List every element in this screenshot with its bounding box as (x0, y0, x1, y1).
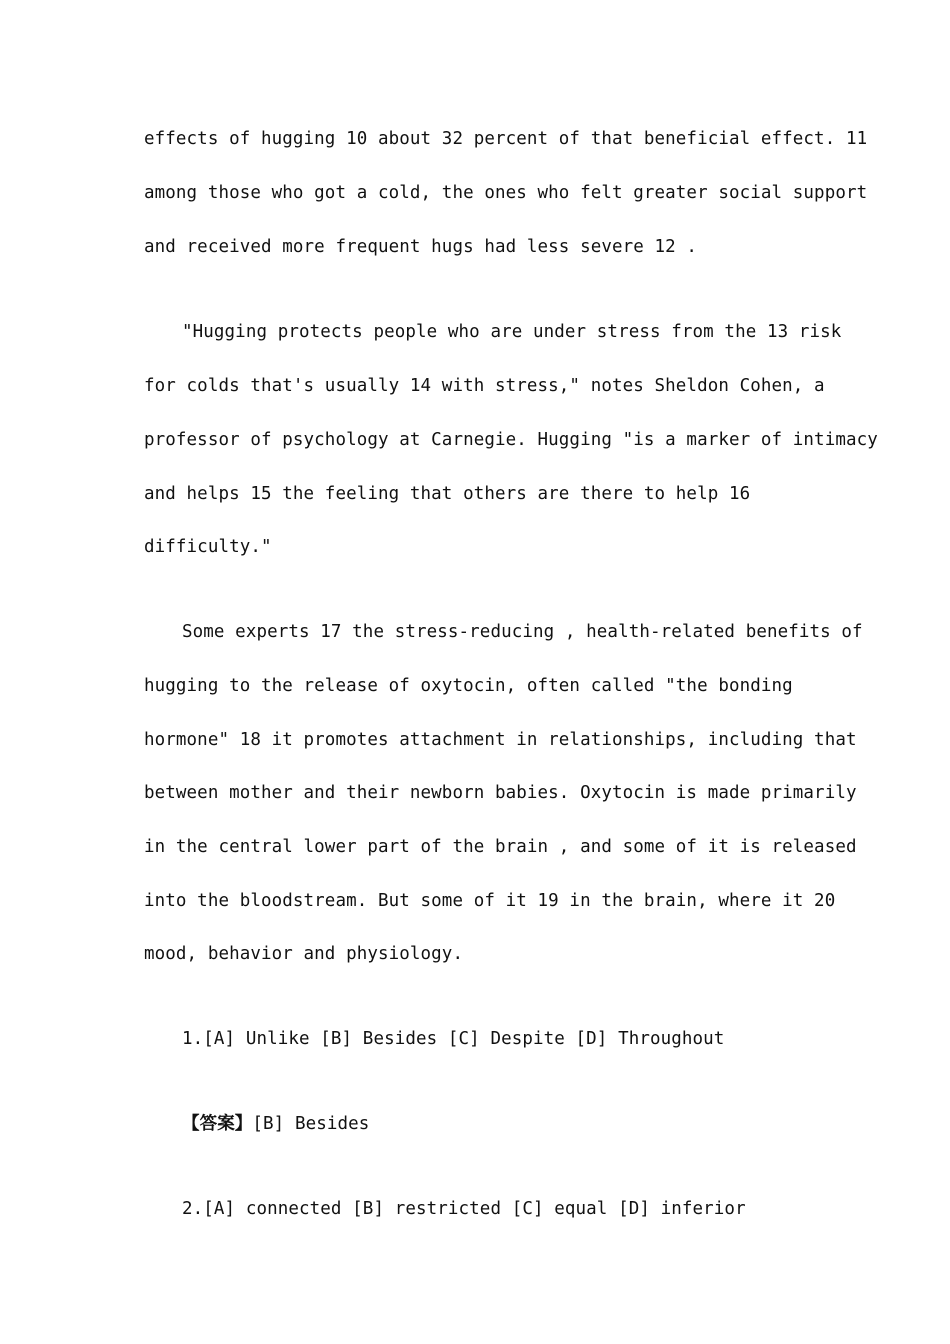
paragraph-line: into the bloodstream. But some of it 19 in the brain, where it 20 (144, 891, 836, 911)
paragraph-line: Some experts 17 the stress-reducing , health-related benefits of (182, 622, 863, 642)
answer-label: 【答案】 (182, 1114, 253, 1134)
paragraph-line: and received more frequent hugs had less severe 12 . (144, 237, 698, 257)
paragraph-line: professor of psychology at Carnegie. Hugging "is a marker of intimacy (144, 430, 878, 450)
paragraph-line: difficulty." (144, 537, 272, 557)
paragraph-line: hormone" 18 it promotes attachment in relationships, including that (144, 730, 857, 750)
question-1-options: 1.[A] Unlike [B] Besides [C] Despite [D] Throughout (182, 1029, 725, 1049)
paragraph-line: hugging to the release of oxytocin, often called "the bonding (144, 676, 793, 696)
paragraph-line: "Hugging protects people who are under stress from the 13 risk (182, 322, 842, 342)
paragraph-line: and helps 15 the feeling that others are there to help 16 (144, 484, 751, 504)
paragraph-line: among those who got a cold, the ones who felt greater social support (144, 183, 868, 203)
paragraph-line: between mother and their newborn babies. Oxytocin is made primarily (144, 783, 857, 803)
paragraph-line: for colds that's usually 14 with stress," notes Sheldon Cohen, a (144, 376, 825, 396)
paragraph-line: in the central lower part of the brain , and some of it is released (144, 837, 857, 857)
paragraph-line: mood, behavior and physiology. (144, 944, 464, 964)
answer-value: [B] Besides (252, 1114, 370, 1134)
paragraph-line: effects of hugging 10 about 32 percent of that beneficial effect. 11 (144, 129, 868, 149)
question-2-options: 2.[A] connected [B] restricted [C] equal [D] inferior (182, 1199, 746, 1219)
question-1-answer (182, 1113, 369, 1135)
